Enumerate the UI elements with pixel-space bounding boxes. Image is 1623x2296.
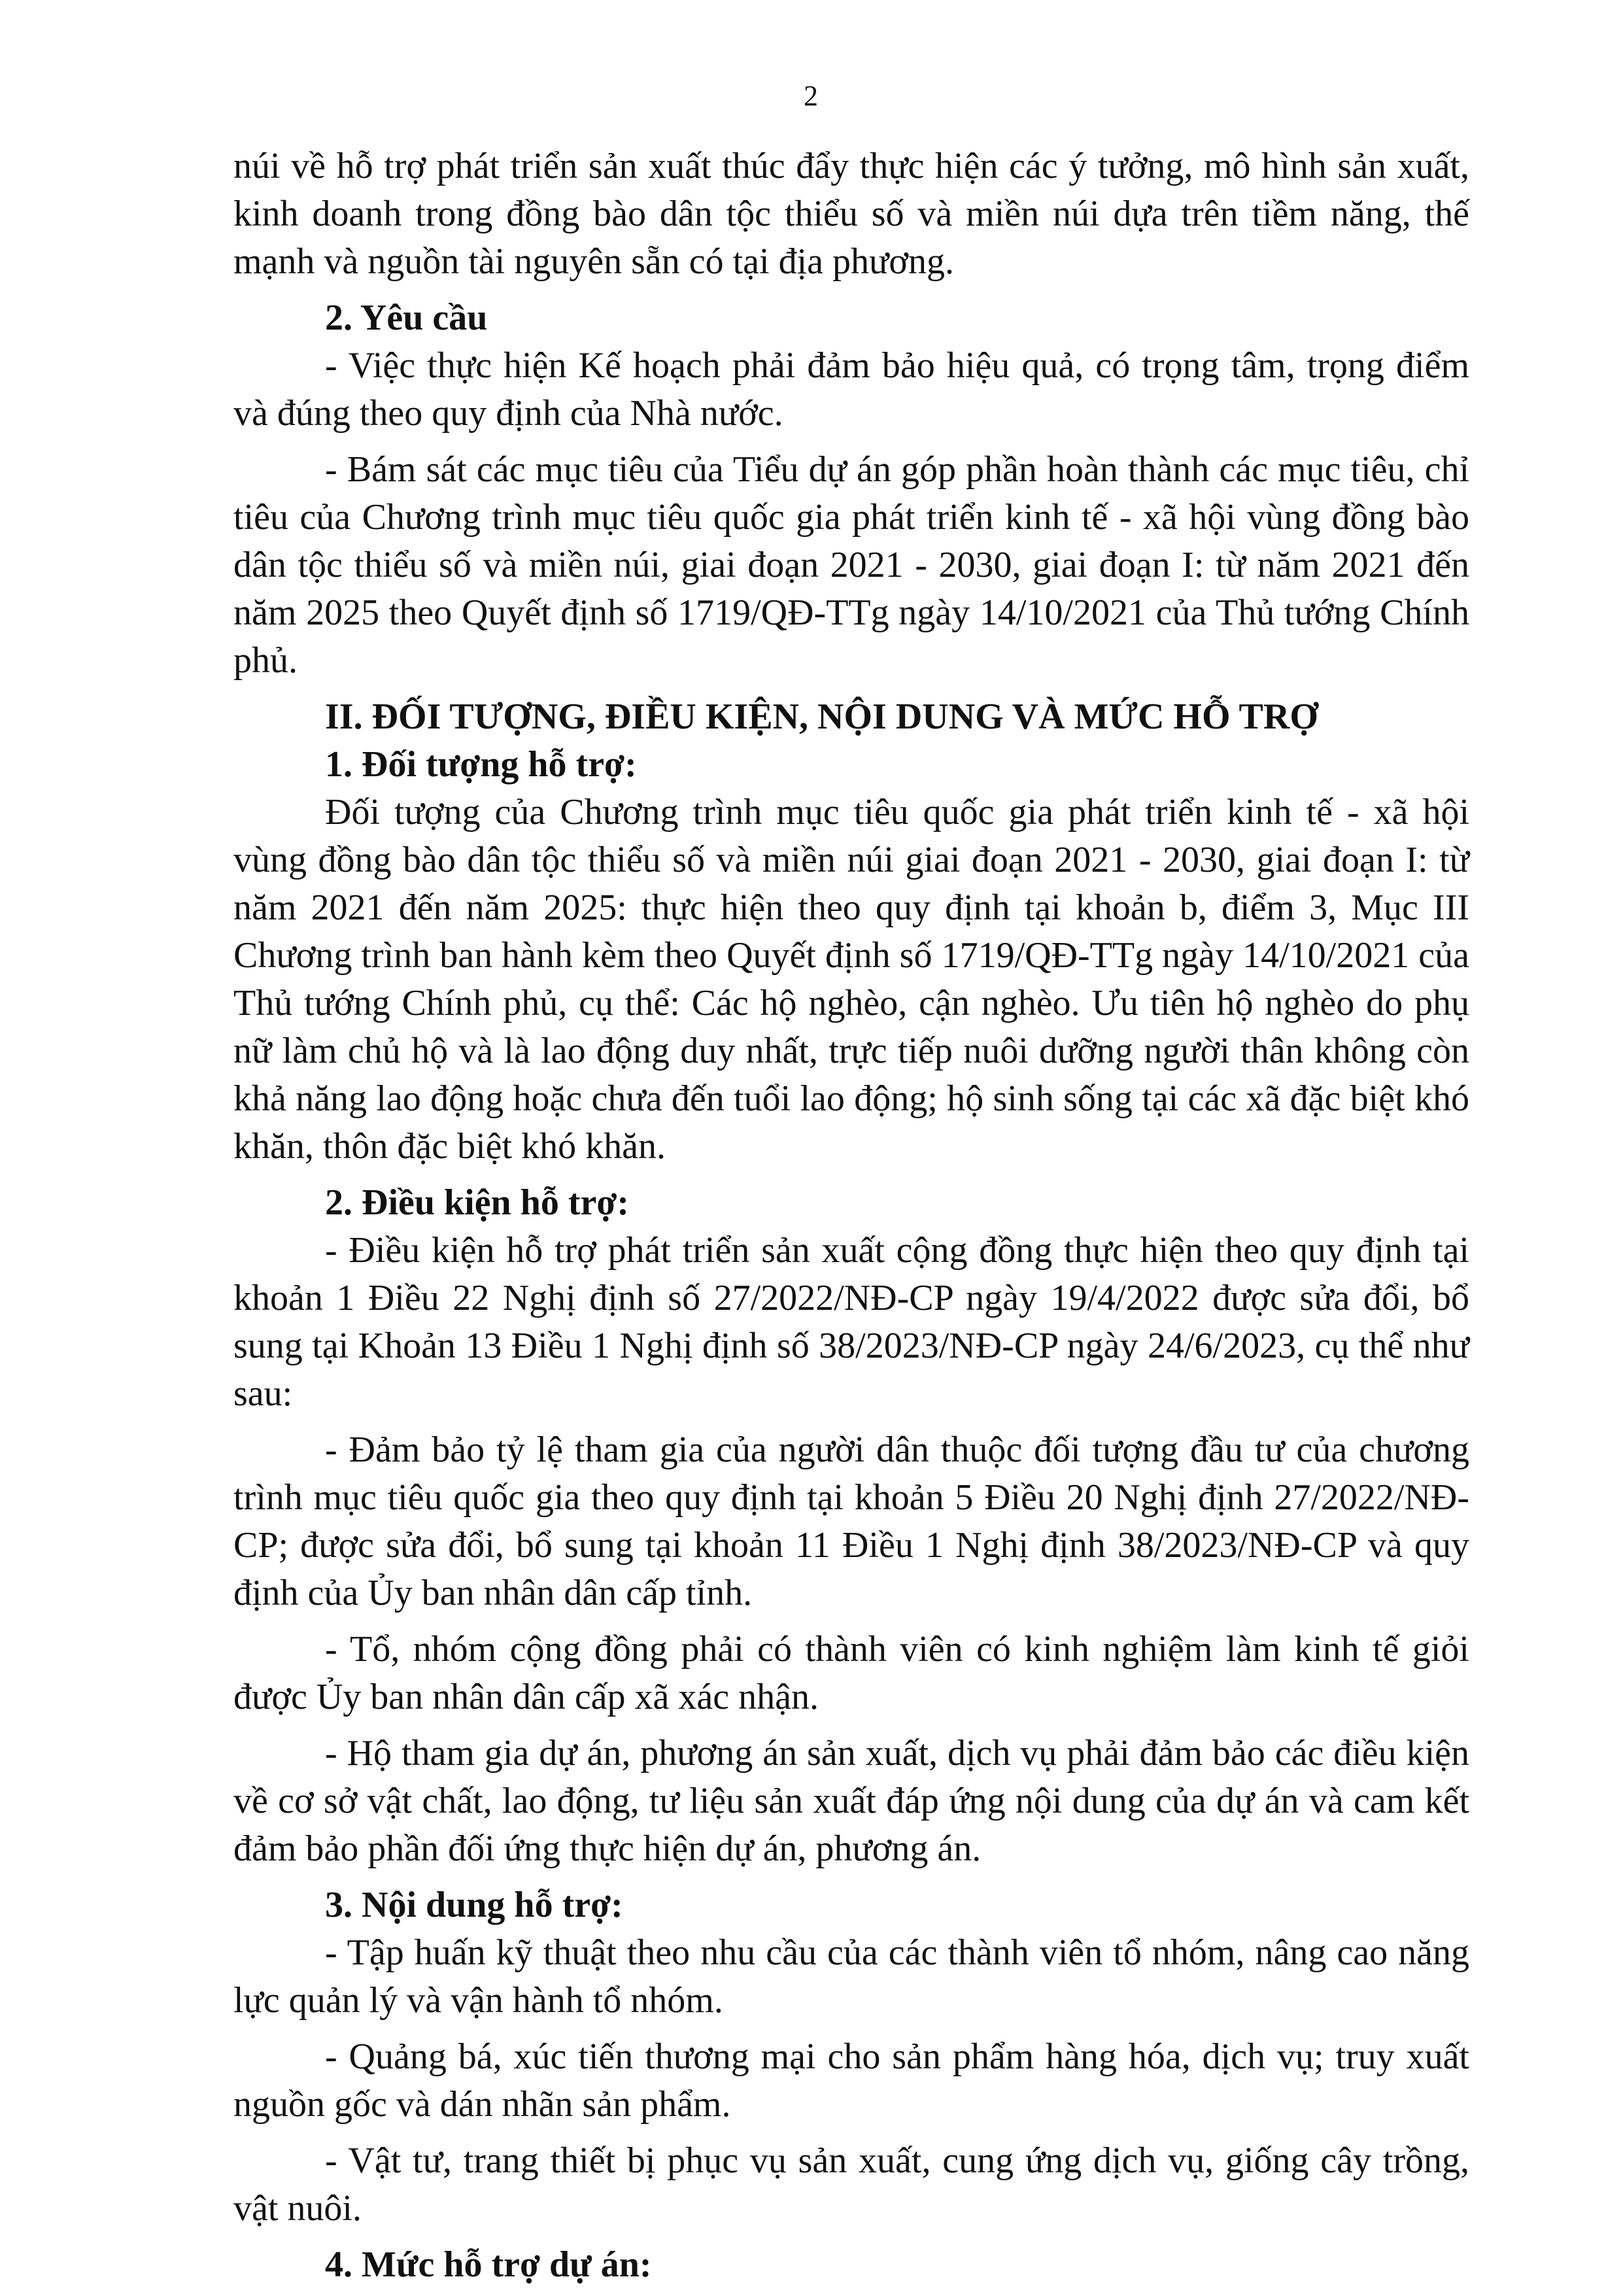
heading-section-ii: II. ĐỐI TƯỢNG, ĐIỀU KIỆN, NỘI DUNG VÀ MỨC HỖ TRỢ bbox=[325, 696, 1318, 737]
paragraph-requirement-2: - Bám sát các mục tiêu của Tiểu dự án góp phần hoàn thành các mục tiêu, chỉ tiêu của Chương trình mục tiêu quốc gia phát triển kinh tế - xã hội vùng đồng bào dân tộc thiểu số và miền núi, giai đoạn 2021 - 2030, giai đoạn I: từ năm 2021 đến năm 2025 theo Quyết định số 1719/QĐ-TTg ngày 14/10/2021 của Thủ tướng Chính phủ. bbox=[233, 449, 1469, 681]
heading-beneficiaries: 1. Đối tượng hỗ trợ: bbox=[325, 744, 637, 785]
paragraph-support-2: - Quảng bá, xúc tiến thương mại cho sản phẩm hàng hóa, dịch vụ; truy xuất nguồn gốc và dán nhãn sản phẩm. bbox=[233, 2036, 1469, 2125]
paragraph-condition-2: - Tổ, nhóm cộng đồng phải có thành viên có kinh nghiệm làm kinh tế giỏi được Ủy ban nhân dân cấp xã xác nhận. bbox=[233, 1629, 1469, 1717]
paragraph-beneficiaries: Đối tượng của Chương trình mục tiêu quốc gia phát triển kinh tế - xã hội vùng đồng bào dân tộc thiểu số và miền núi giai đoạn 2021 - 2030, giai đoạn I: từ năm 2021 đến năm 2025: thực hiện theo quy định tại khoản b, điểm 3, Mục III Chương trình ban hành kèm theo Quyết định số 1719/QĐ-TTg ngày 14/10/2021 của Thủ tướng Chính phủ, cụ thể: Các hộ nghèo, cận nghèo. Ưu tiên hộ nghèo do phụ nữ làm chủ hộ và là lao động duy nhất, trực tiếp nuôi dưỡng người thân không còn khả năng lao động hoặc chưa đến tuổi lao động; hộ sinh sống tại các xã đặc biệt khó khăn, thôn đặc biệt khó khăn. bbox=[233, 792, 1469, 1167]
paragraph-condition-1: - Đảm bảo tỷ lệ tham gia của người dân thuộc đối tượng đầu tư của chương trình mục tiêu quốc gia theo quy định tại khoản 5 Điều 20 Nghị định 27/2022/NĐ-CP; được sửa đổi, bổ sung tại khoản 11 Điều 1 Nghị định 38/2023/NĐ-CP và quy định của Ủy ban nhân dân cấp tỉnh. bbox=[233, 1430, 1469, 1613]
heading-conditions: 2. Điều kiện hỗ trợ: bbox=[325, 1182, 630, 1223]
paragraph-objective-continued: núi về hỗ trợ phát triển sản xuất thúc đẩy thực hiện các ý tưởng, mô hình sản xuất, kinh doanh trong đồng bào dân tộc thiểu số và miền núi dựa trên tiềm năng, thế mạnh và nguồn tài nguyên sẵn có tại địa phương. bbox=[233, 146, 1469, 282]
paragraph-support-3: - Vật tư, trang thiết bị phục vụ sản xuất, cung ứng dịch vụ, giống cây trồng, vật nuôi. bbox=[233, 2140, 1469, 2229]
heading-support-level: 4. Mức hỗ trợ dự án: bbox=[325, 2244, 652, 2285]
heading-requirements: 2. Yêu cầu bbox=[325, 298, 488, 338]
page-number: 2 bbox=[804, 80, 818, 112]
paragraph-conditions-intro: - Điều kiện hỗ trợ phát triển sản xuất cộng đồng thực hiện theo quy định tại khoản 1 Điều 22 Nghị định số 27/2022/NĐ-CP ngày 19/4/2022 được sửa đổi, bổ sung tại Khoản 13 Điều 1 Nghị định số 38/2023/NĐ-CP ngày 24/6/2023, cụ thể như sau: bbox=[233, 1230, 1469, 1414]
document-body bbox=[233, 143, 1469, 2289]
paragraph-requirement-1: - Việc thực hiện Kế hoạch phải đảm bảo hiệu quả, có trọng tâm, trọng điểm và đúng theo quy định của Nhà nước. bbox=[233, 345, 1469, 434]
paragraph-condition-3: - Hộ tham gia dự án, phương án sản xuất, dịch vụ phải đảm bảo các điều kiện về cơ sở vật chất, lao động, tư liệu sản xuất đáp ứng nội dung của dự án và cam kết đảm bảo phần đối ứng thực hiện dự án, phương án. bbox=[233, 1733, 1469, 1869]
paragraph-support-1: - Tập huấn kỹ thuật theo nhu cầu của các thành viên tổ nhóm, nâng cao năng lực quản lý và vận hành tổ nhóm. bbox=[233, 1932, 1469, 2021]
heading-support-content: 3. Nội dung hỗ trợ: bbox=[325, 1885, 623, 1925]
